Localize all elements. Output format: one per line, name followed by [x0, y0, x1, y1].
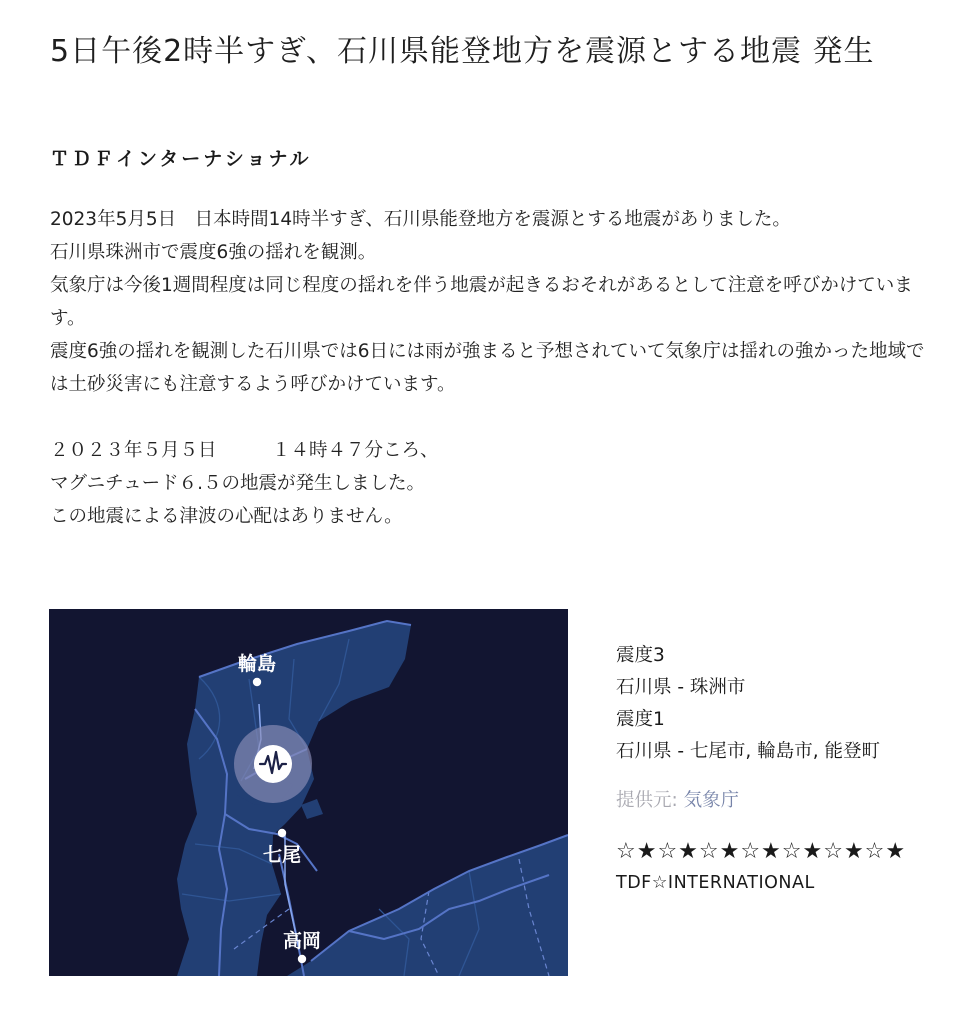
city-label-takaoka: 高岡 — [282, 930, 322, 952]
data-source-prefix: 提供元: — [616, 790, 684, 811]
brand-signature: TDF☆INTERNATIONAL — [616, 873, 815, 893]
paragraph: 石川県珠洲市で震度6強の揺れを観測。 — [50, 242, 377, 263]
city-dot-wajima — [253, 678, 261, 686]
paragraph: ２０２３年５月５日 １４時４７分ころ、 — [50, 440, 439, 461]
earthquake-map — [49, 609, 568, 976]
author-name: ＴＤＦインターナショナル — [50, 148, 312, 170]
paragraph: マグニチュード６.５の地震が発生しました。 — [50, 473, 425, 494]
data-source — [616, 785, 906, 817]
intensity-level-3: 震度3 — [616, 645, 665, 666]
paragraph: 2023年5月5日 日本時間14時半すぎ、石川県能登地方を震源とする地震がありました。 — [50, 209, 791, 230]
intensity-level-1-places: 石川県 - 七尾市, 輪島市, 能登町 — [616, 741, 880, 762]
city-dot-nanao — [278, 829, 286, 837]
article-body — [50, 203, 940, 533]
paragraph: 気象庁は今後1週間程度は同じ程度の揺れを伴う地震が起きるおそれがあるとして注意を呼びかけています。 — [50, 275, 913, 329]
intensity-level-3-places: 石川県 - 珠洲市 — [616, 677, 746, 698]
map-graphic — [49, 609, 568, 976]
intensity-panel — [616, 640, 906, 898]
data-source-agency: 気象庁 — [683, 790, 740, 811]
city-label-nanao: 七尾 — [262, 844, 302, 866]
paragraph: 震度6強の揺れを観測した石川県では6日には雨が強まると予想されていて気象庁は揺れの強かった地域では土砂災害にも注意するよう呼びかけています。 — [50, 341, 925, 395]
star-divider: ☆★☆★☆★☆★☆★☆★☆★ — [616, 839, 907, 864]
city-label-wajima: 輪島 — [237, 653, 277, 675]
article-title: 5日午後2時半すぎ、石川県能登地方を震源とする地震 発生 — [50, 34, 875, 69]
paragraph: この地震による津波の心配はありません。 — [50, 506, 403, 527]
intensity-level-1: 震度1 — [616, 709, 665, 730]
city-dot-takaoka — [298, 955, 306, 963]
